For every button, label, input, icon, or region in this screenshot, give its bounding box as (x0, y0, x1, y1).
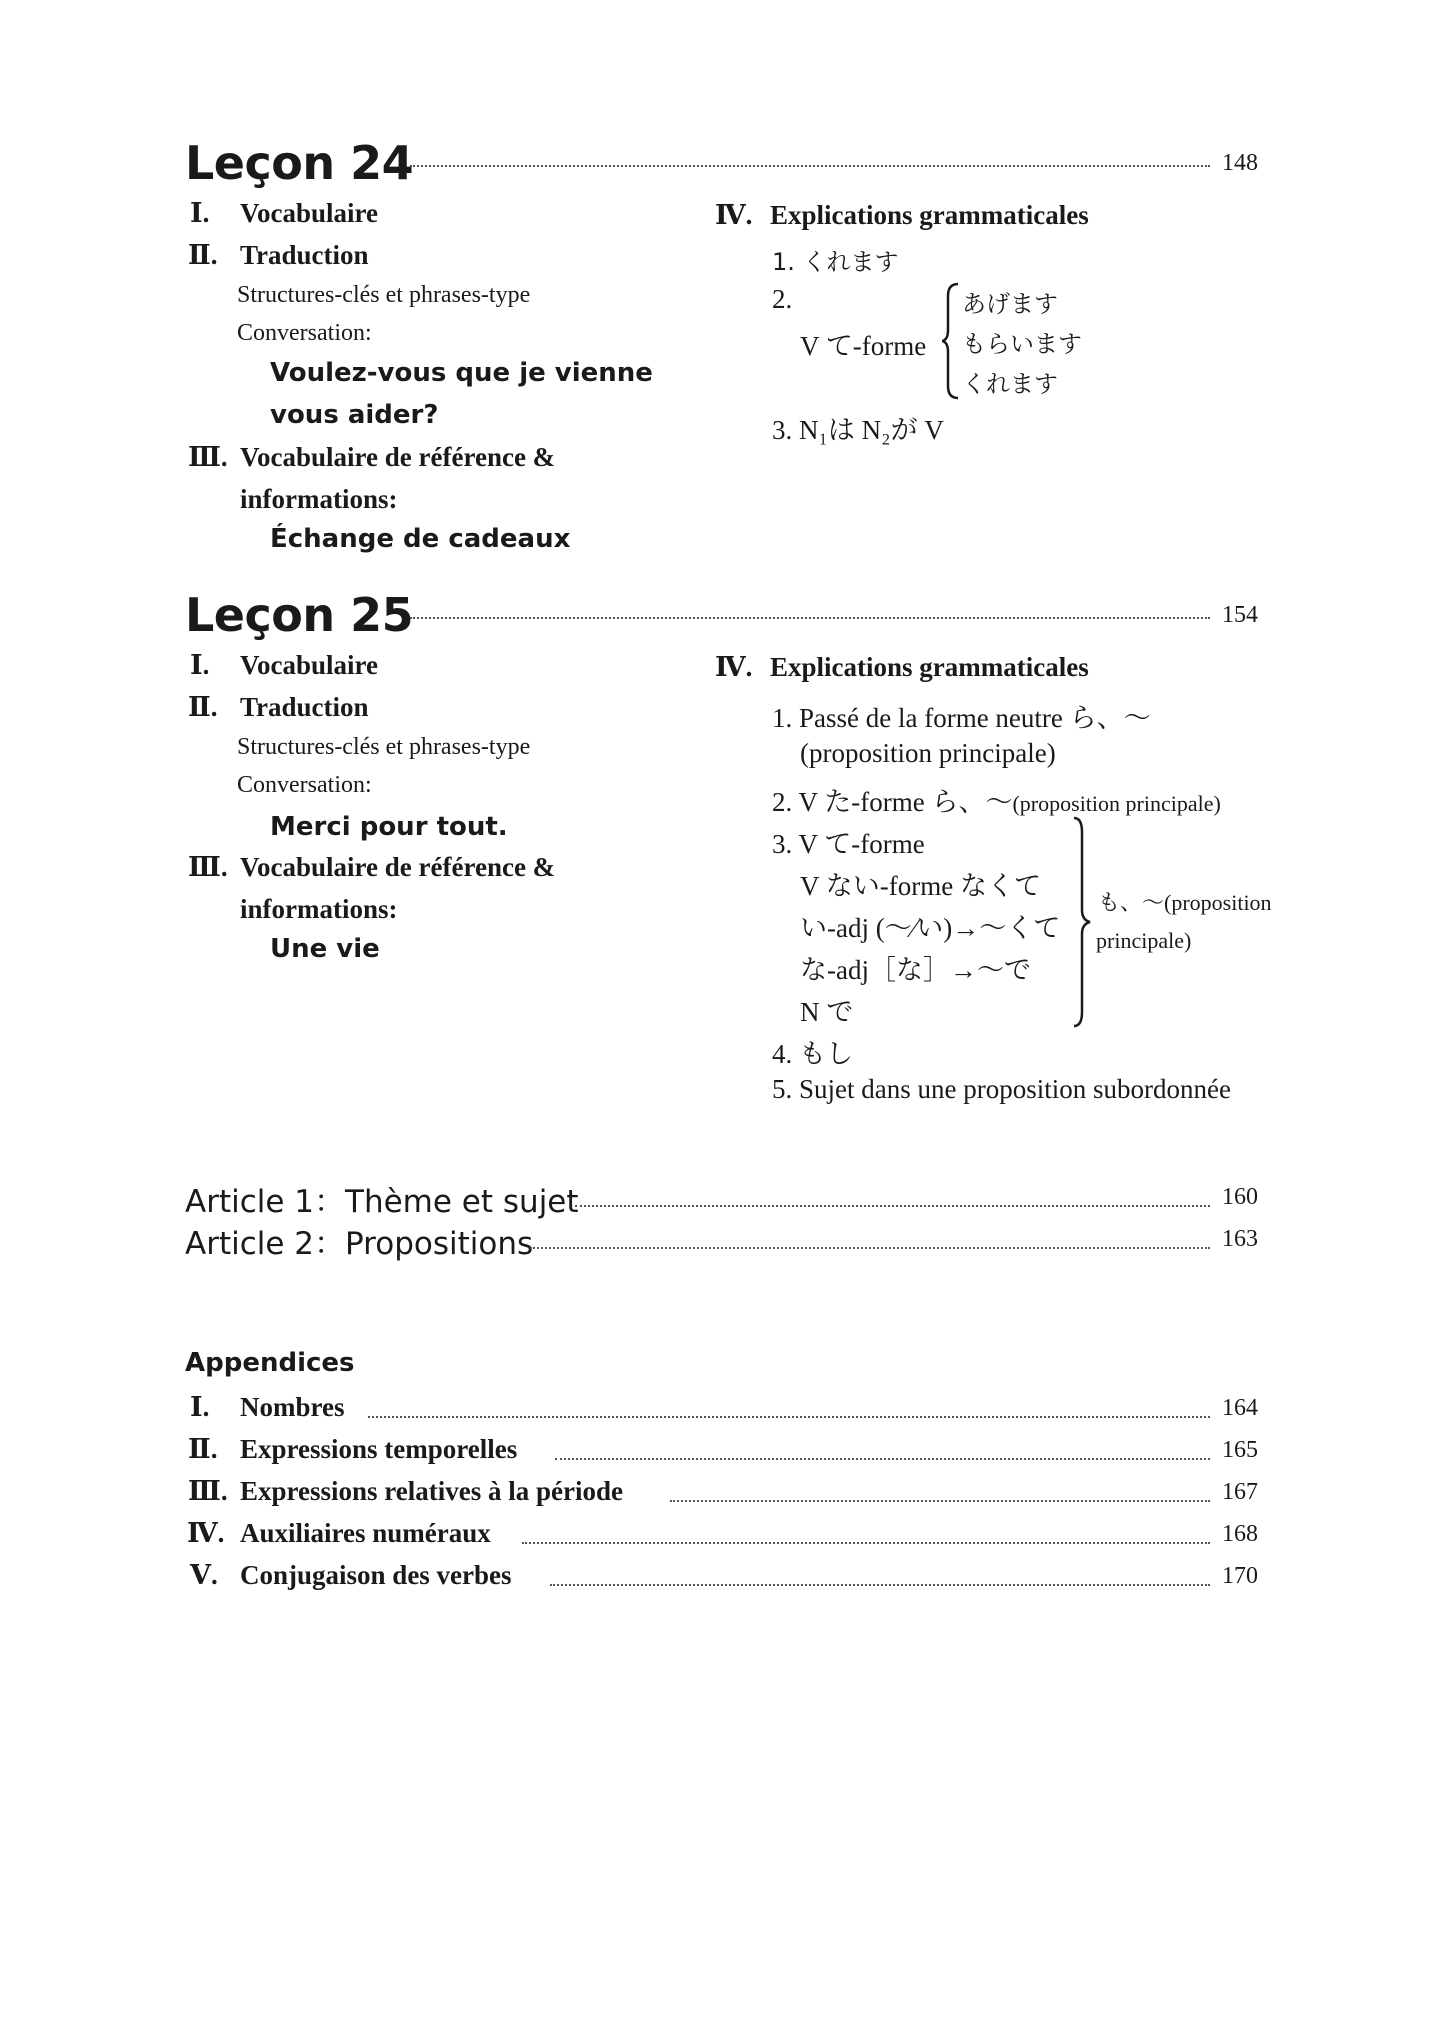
leader-dots (410, 617, 1210, 619)
item-reference[interactable]: Vocabulaire de référence & (240, 442, 556, 472)
grammar-subpoint: V ない-forme なくて (800, 871, 1041, 901)
roman-numeral: Ⅳ. (715, 652, 753, 682)
item-traduction[interactable]: Traduction (240, 692, 369, 722)
item-traduction[interactable]: Traduction (240, 240, 369, 270)
appendix-item-expressions-periode[interactable]: Expressions relatives à la période (240, 1476, 623, 1506)
grammar-point: 5. Sujet dans une proposition subordonnée (772, 1074, 1231, 1104)
article-title: Thème et sujet (345, 1184, 579, 1220)
brace-icon (1072, 816, 1094, 1028)
item-vocabulaire[interactable]: Vocabulaire (240, 650, 379, 680)
roman-numeral: Ⅰ. (190, 1392, 210, 1422)
article-2-page[interactable]: 163 (1222, 1226, 1258, 1252)
grammar-point: 3. N₁は N₂が V (772, 415, 944, 445)
article-1[interactable] (185, 1176, 579, 1221)
grammar-point-number: 2. (772, 284, 793, 314)
roman-numeral: Ⅲ. (188, 442, 228, 472)
brace-icon (942, 282, 962, 400)
reference-title: Échange de cadeaux (270, 524, 571, 554)
sub-structures: Structures-clés et phrases-type (237, 734, 531, 760)
appendices-heading: Appendices (185, 1348, 355, 1378)
grammar-option: くれます (962, 370, 1058, 398)
leader-dots (670, 1500, 1210, 1502)
roman-numeral: Ⅳ. (715, 200, 753, 230)
leader-dots (555, 1458, 1210, 1460)
leader-dots (550, 1584, 1210, 1586)
grammar-subpoint: な-adj［な］→～で (800, 955, 1031, 985)
article-2[interactable] (185, 1218, 533, 1263)
item-explications[interactable]: Explications grammaticales (770, 200, 1089, 230)
conversation-title: vous aider? (270, 400, 439, 430)
lesson-25-page[interactable]: 154 (1222, 602, 1258, 628)
appendix-page[interactable]: 168 (1222, 1521, 1258, 1547)
article-title: Propositions (345, 1226, 534, 1262)
appendix-item-expressions-temporelles[interactable]: Expressions temporelles (240, 1434, 518, 1464)
item-explications[interactable]: Explications grammaticales (770, 652, 1089, 682)
article-sep: ： (314, 1184, 346, 1220)
grammar-side-note: も、～(proposition (1098, 890, 1272, 915)
grammar-side-note: principale) (1096, 928, 1192, 953)
appendix-page[interactable]: 167 (1222, 1479, 1258, 1505)
roman-numeral: Ⅰ. (190, 198, 210, 228)
sub-structures: Structures-clés et phrases-type (237, 282, 531, 308)
grammar-point (772, 780, 1221, 819)
roman-numeral: Ⅰ. (190, 650, 210, 680)
roman-numeral: Ⅲ. (188, 852, 228, 882)
roman-numeral: Ⅱ. (188, 1434, 218, 1464)
leader-dots (368, 1416, 1210, 1418)
grammar-point-main: 2. V た-forme ら、～ (772, 787, 1013, 817)
reference-title: Une vie (270, 934, 380, 964)
grammar-point: 4. もし (772, 1039, 853, 1069)
item-reference[interactable]: Vocabulaire de référence & (240, 852, 556, 882)
grammar-subpoint: N で (800, 997, 854, 1027)
appendix-page[interactable]: 170 (1222, 1563, 1258, 1589)
grammar-point: 1. Passé de la forme neutre ら、～ (772, 703, 1151, 733)
item-reference-cont: informations: (240, 484, 398, 514)
article-1-page[interactable]: 160 (1222, 1184, 1258, 1210)
appendix-page[interactable]: 165 (1222, 1437, 1258, 1463)
grammar-option: あげます (962, 290, 1058, 318)
roman-numeral: Ⅳ. (187, 1518, 225, 1548)
leader-dots (575, 1205, 1210, 1207)
roman-numeral: Ⅱ. (188, 692, 218, 722)
article-label: Article 1 (185, 1184, 315, 1220)
grammar-point: 3. V て-forme (772, 829, 925, 859)
item-vocabulaire[interactable]: Vocabulaire (240, 198, 379, 228)
grammar-point-note: (proposition principale) (1012, 791, 1221, 816)
leader-dots (410, 165, 1210, 167)
conversation-title: Merci pour tout. (270, 812, 508, 842)
grammar-point: V て-forme (800, 331, 927, 361)
sub-conversation: Conversation: (237, 320, 372, 346)
leader-dots (522, 1542, 1210, 1544)
roman-numeral: Ⅲ. (188, 1476, 228, 1506)
appendix-item-auxiliaires[interactable]: Auxiliaires numéraux (240, 1518, 491, 1548)
article-label: Article 2 (185, 1226, 315, 1262)
item-reference-cont: informations: (240, 894, 398, 924)
roman-numeral: Ⅴ. (190, 1560, 218, 1590)
lesson-24-title[interactable]: Leçon 24 (185, 136, 414, 190)
grammar-point: 1. くれます (772, 248, 899, 276)
leader-dots (530, 1247, 1210, 1249)
lesson-24-page[interactable]: 148 (1222, 150, 1258, 176)
grammar-option: もらいます (962, 330, 1082, 358)
article-sep: ： (314, 1226, 346, 1262)
lesson-25-title[interactable]: Leçon 25 (185, 588, 414, 642)
roman-numeral: Ⅱ. (188, 240, 218, 270)
appendix-item-conjugaison[interactable]: Conjugaison des verbes (240, 1560, 512, 1590)
grammar-point-cont: (proposition principale) (800, 738, 1056, 768)
appendix-page[interactable]: 164 (1222, 1395, 1258, 1421)
conversation-title: Voulez-vous que je vienne (270, 358, 653, 388)
appendix-item-nombres[interactable]: Nombres (240, 1392, 345, 1422)
sub-conversation: Conversation: (237, 772, 372, 798)
grammar-subpoint: い-adj (～⁄い)→～くて (800, 913, 1061, 943)
